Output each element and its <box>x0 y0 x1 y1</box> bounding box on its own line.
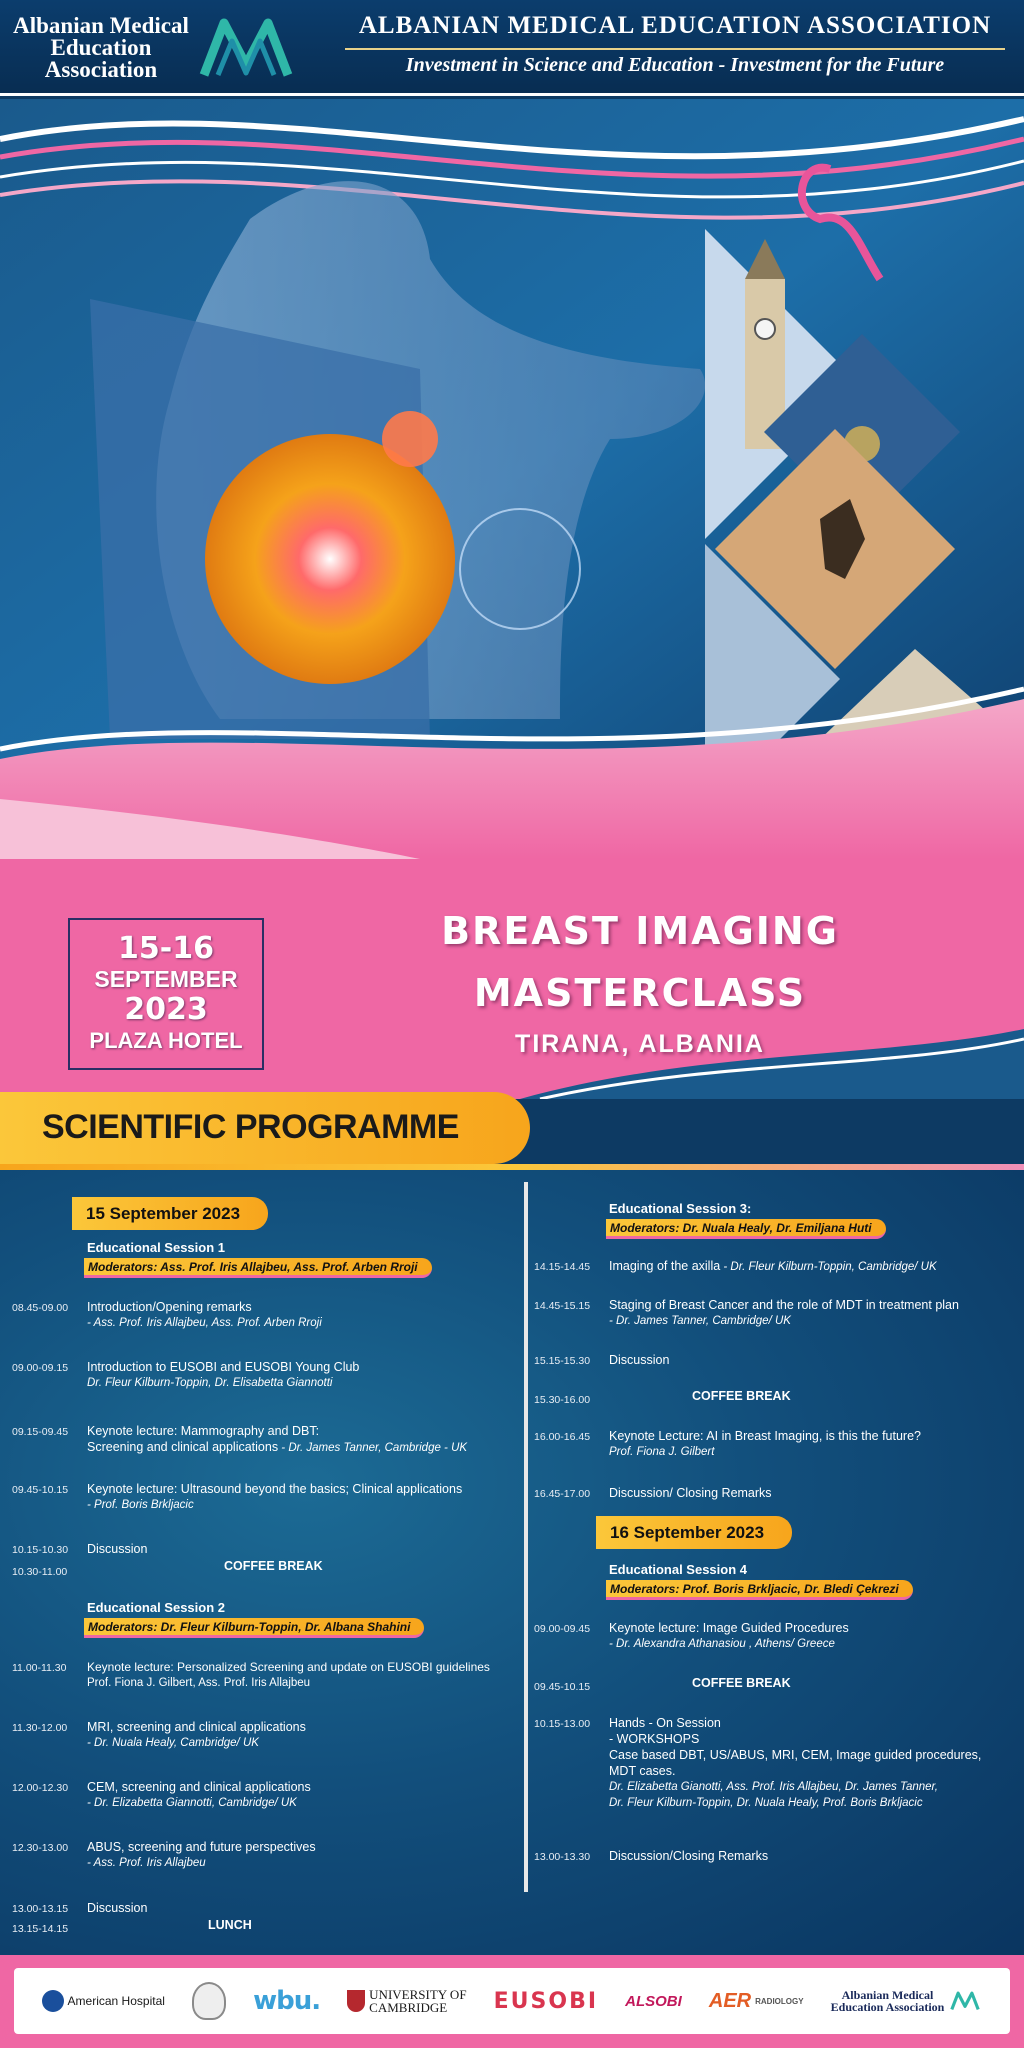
row-time: 16.00-16.45 <box>534 1431 591 1443</box>
row-speaker: - Dr. Nuala Healy, Cambridge/ UK <box>87 1737 259 1749</box>
sponsor-sub: RADIOLOGY <box>755 1996 804 2006</box>
row-speaker: - Dr. James Tanner, Cambridge/ UK <box>609 1315 791 1327</box>
row-title: Imaging of the axilla <box>609 1259 721 1273</box>
row-time: 13.15-14.15 <box>12 1923 69 1935</box>
row-title: Keynote lecture: Ultrasound beyond the basics; Clinical applications <box>87 1482 463 1496</box>
row-time: 11.00-11.30 <box>12 1662 67 1674</box>
row-title: ABUS, screening and future perspectives <box>87 1840 316 1854</box>
sponsor-cambridge <box>347 1988 466 2014</box>
event-month: SEPTEMBER <box>94 966 238 992</box>
row-title-cont: - WORKSHOPS <box>609 1732 700 1746</box>
row-speaker: Dr. Elizabetta Gianotti, Ass. Prof. Iris Allajbeu, Dr. James Tanner, <box>609 1781 938 1793</box>
row-title: CEM, screening and clinical applications <box>87 1780 311 1794</box>
row-title: Staging of Breast Cancer and the role of MDT in treatment plan <box>609 1298 959 1312</box>
row-time: 13.00-13.15 <box>12 1903 69 1915</box>
row-title: MRI, screening and clinical applications <box>87 1720 306 1734</box>
sponsor-name: Albanian Medical <box>841 1988 934 2002</box>
sponsor-seal <box>192 1982 226 2020</box>
row-time: 14.15-14.45 <box>534 1261 591 1273</box>
programme-background <box>0 1170 1024 1955</box>
sponsor-name: AER <box>708 1989 752 2012</box>
coffee-break-label: COFFEE BREAK <box>224 1559 323 1573</box>
row-time: 15.15-15.30 <box>534 1355 591 1367</box>
session3-title: Educational Session 3: <box>609 1201 752 1216</box>
row-title-cont: Screening and clinical applications <box>87 1440 279 1454</box>
row-title-cont: MDT cases. <box>609 1764 676 1778</box>
sponsor-wbu: wbu. <box>253 1986 321 2016</box>
amea-small-logo-icon <box>948 1990 982 2012</box>
row-speaker: - Ass. Prof. Iris Allajbeu, Ass. Prof. Arben Rroji <box>87 1317 322 1329</box>
session3-moderators: Moderators: Dr. Nuala Healy, Dr. Emiljana Huti <box>606 1219 886 1239</box>
association-subtitle: Investment in Science and Education - Investment for the Future <box>405 54 945 76</box>
row-time: 13.00-13.30 <box>534 1851 591 1863</box>
row-time: 09.00-09.45 <box>534 1623 591 1635</box>
row-title-cont: Case based DBT, US/ABUS, MRI, CEM, Image guided procedures, <box>609 1748 982 1762</box>
event-title-line1: BREAST IMAGING <box>441 909 839 953</box>
sponsor-amea <box>831 1989 983 2013</box>
row-speaker: - Dr. Fleur Kilburn-Toppin, Cambridge/ UK <box>720 1261 937 1273</box>
event-date-box <box>68 918 264 1070</box>
programme-heading: SCIENTIFIC PROGRAMME <box>42 1108 459 1146</box>
row-title: Introduction to EUSOBI and EUSOBI Young Club <box>87 1360 360 1374</box>
sponsor-name: CAMBRIDGE <box>369 2000 448 2015</box>
row-time: 09.00-09.15 <box>12 1362 69 1374</box>
coffee-break-label: COFFEE BREAK <box>692 1389 791 1403</box>
sponsor-strip <box>14 1968 1010 2034</box>
sponsor-aer <box>709 1990 804 2013</box>
event-days: 15-16 <box>118 931 214 966</box>
row-speaker: Dr. Fleur Kilburn-Toppin, Dr. Elisabetta Giannotti <box>87 1377 333 1389</box>
hero-artwork <box>0 99 1024 859</box>
sponsor-name: UNIVERSITY OF <box>369 1987 467 2002</box>
row-time: 10.15-13.00 <box>534 1718 591 1730</box>
row-title: Discussion/Closing Remarks <box>609 1849 769 1863</box>
row-time: 15.30-16.00 <box>534 1394 591 1406</box>
row-time: 10.15-10.30 <box>12 1544 69 1556</box>
row-title: Keynote Lecture: AI in Breast Imaging, is this the future? <box>609 1429 921 1443</box>
row-time: 08.45-09.00 <box>12 1302 69 1314</box>
row-title: Discussion/ Closing Remarks <box>609 1486 772 1500</box>
row-time: 10.30-11.00 <box>12 1566 68 1578</box>
row-speaker: Prof. Fiona J. Gilbert, Ass. Prof. Iris Allajbeu <box>87 1677 311 1689</box>
sponsor-name: American Hospital <box>67 1994 165 2008</box>
row-speaker: - Dr. James Tanner, Cambridge - UK <box>278 1442 468 1454</box>
programme-heading-banner <box>0 1092 530 1164</box>
row-speaker: - Ass. Prof. Iris Allajbeu <box>87 1857 206 1869</box>
session2-moderators: Moderators: Dr. Fleur Kilburn-Toppin, Dr. Albana Shahini <box>84 1618 424 1638</box>
column-divider <box>524 1182 528 1892</box>
row-title: Keynote lecture: Mammography and DBT: <box>87 1424 320 1438</box>
session2-title: Educational Session 2 <box>87 1600 225 1615</box>
event-venue: PLAZA HOTEL <box>89 1028 243 1053</box>
row-time: 11.30-12.00 <box>12 1722 68 1734</box>
row-speaker: Prof. Fiona J. Gilbert <box>609 1446 715 1458</box>
header-rule <box>345 48 1005 50</box>
row-time: 09.15-09.45 <box>12 1426 69 1438</box>
sponsor-alsobi: ALSOBI <box>625 1992 682 2010</box>
row-time: 09.45-10.15 <box>534 1681 591 1693</box>
row-speaker: Dr. Fleur Kilburn-Toppin, Dr. Nuala Healy, Prof. Boris Brkljacic <box>609 1797 923 1809</box>
row-speaker: - Prof. Boris Brkljacic <box>87 1499 194 1511</box>
session1-title: Educational Session 1 <box>87 1240 225 1255</box>
sponsor-name: Education Association <box>830 2000 945 2014</box>
lunch-label: LUNCH <box>208 1918 252 1932</box>
event-title-line2: MASTERCLASS <box>473 971 807 1015</box>
row-speaker: - Dr. Alexandra Athanasiou , Athens/ Greece <box>609 1638 835 1650</box>
session4-title: Educational Session 4 <box>609 1562 747 1577</box>
seal-logo-icon <box>192 1982 226 2020</box>
session4-moderators: Moderators: Prof. Boris Brkljacic, Dr. Bledi Çekrezi <box>606 1580 913 1600</box>
amea-logo <box>6 8 306 88</box>
coffee-break-label: COFFEE BREAK <box>692 1676 791 1690</box>
row-title: Keynote lecture: Image Guided Procedures <box>609 1621 849 1635</box>
day1-tab: 15 September 2023 <box>72 1197 268 1230</box>
session1-moderators: Moderators: Ass. Prof. Iris Allajbeu, Ass. Prof. Arben Rroji <box>84 1258 432 1278</box>
hero-illustration <box>0 99 1024 859</box>
row-time: 14.45-15.15 <box>534 1300 591 1312</box>
sponsor-american-hospital <box>42 1990 165 2012</box>
american-hospital-logo-icon <box>42 1990 64 2012</box>
header-bar <box>0 0 1024 96</box>
row-title: Keynote lecture: Personalized Screening and update on EUSOBI guidelines <box>87 1660 490 1674</box>
event-year: 2023 <box>124 992 208 1027</box>
sponsor-eusobi: EUSOBI <box>493 1988 599 2014</box>
row-time: 16.45-17.00 <box>534 1488 591 1500</box>
day2-tab: 16 September 2023 <box>596 1516 792 1549</box>
row-speaker: - Dr. Elizabetta Giannotti, Cambridge/ UK <box>87 1797 297 1809</box>
row-title: Discussion <box>87 1542 148 1556</box>
row-time: 12.30-13.00 <box>12 1842 69 1854</box>
row-time: 12.00-12.30 <box>12 1782 69 1794</box>
event-location: TIRANA, ALBANIA <box>515 1030 765 1058</box>
row-title: Discussion <box>87 1901 148 1915</box>
logo-text: Albanian Medical Education Association <box>13 13 189 82</box>
cambridge-shield-icon <box>347 1990 365 2012</box>
row-title: Hands - On Session <box>609 1716 721 1730</box>
row-title: Discussion <box>609 1353 670 1367</box>
amea-logo-mark-icon <box>196 13 296 83</box>
event-title <box>330 900 950 1024</box>
row-title: Introduction/Opening remarks <box>87 1300 252 1314</box>
association-title: ALBANIAN MEDICAL EDUCATION ASSOCIATION <box>358 12 992 39</box>
row-time: 09.45-10.15 <box>12 1484 69 1496</box>
